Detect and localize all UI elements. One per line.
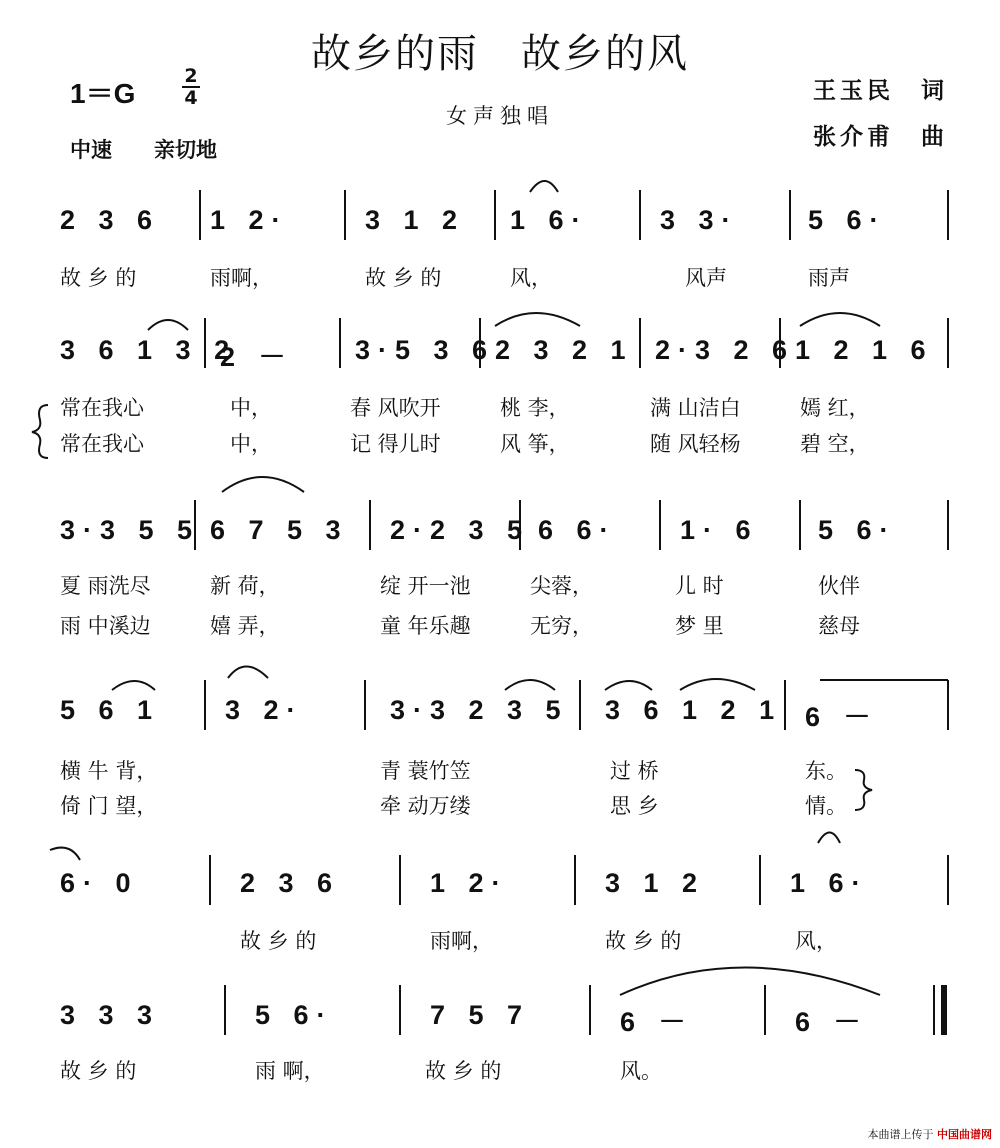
- lyric-text: 故 乡 的: [425, 1059, 502, 1083]
- lyric-text: 常在我心: [60, 396, 144, 420]
- measure-notes: 3 1 2: [365, 205, 466, 235]
- lyric-text: 中，: [230, 396, 272, 420]
- lyric-text: 梦 里: [675, 614, 724, 638]
- measure-notes: 6· 0: [60, 868, 139, 898]
- lyric-text: 横 牛 背，: [60, 759, 158, 783]
- measure-notes: 2 3 6: [240, 868, 341, 898]
- lyric-text: 风声: [685, 266, 727, 290]
- lyric-text: 碧 空，: [800, 432, 870, 456]
- measure-notes: 3·3 5 5: [60, 515, 201, 545]
- measure-notes: 7 5 7: [430, 1000, 531, 1030]
- measure-notes: 3·3 2 3 5: [390, 695, 569, 725]
- measure-notes: 1 6·: [790, 868, 869, 898]
- measure-notes: 5 6·: [818, 515, 897, 545]
- lyric-text: 故 乡 的: [365, 266, 442, 290]
- lyric-text: 青 蓑竹笠: [380, 759, 471, 783]
- lyric-text: 满 山洁白: [650, 396, 741, 420]
- measure-notes: 1 6·: [510, 205, 589, 235]
- lyric-text: 慈母: [818, 614, 860, 638]
- lyric-text: 过 桥: [610, 759, 659, 783]
- lyricist-credit: 王玉民 词: [813, 78, 948, 104]
- lyric-text: 风。: [620, 1059, 662, 1083]
- lyric-text: 嫣 红，: [800, 396, 870, 420]
- measure-notes: 2 3 6: [60, 205, 161, 235]
- lyric-text: 伙伴: [818, 574, 860, 598]
- lyric-text: 故 乡 的: [60, 266, 137, 290]
- lyric-text: 儿 时: [675, 574, 724, 598]
- measure-notes: 1 2·: [430, 868, 509, 898]
- measure-notes: 2·3 2 6: [655, 335, 796, 365]
- lyric-text: 无穷，: [530, 614, 593, 638]
- composer-credit: 张介甫 曲: [813, 124, 948, 150]
- measure-notes: 3 6 1 3 2: [60, 335, 238, 365]
- footer-site-name: 中国曲谱网: [937, 1128, 992, 1141]
- lyric-text: 随 风轻杨: [650, 432, 741, 456]
- measure-notes: 1· 6: [680, 515, 759, 545]
- measure-notes: 2 3 2 1: [495, 335, 634, 365]
- lyric-text: 桃 李，: [500, 396, 570, 420]
- song-title: 故乡的雨 故乡的风: [311, 31, 689, 77]
- measure-notes: 5 6·: [255, 1000, 334, 1030]
- measure-notes: 3 3·: [660, 205, 739, 235]
- lyric-text: 雨 中溪边: [60, 614, 151, 638]
- time-sig-bottom: 4: [182, 86, 200, 108]
- lyric-text: 倚 门 望，: [60, 794, 158, 818]
- measure-notes: 6 －: [795, 1007, 869, 1037]
- measure-notes: 5 6·: [808, 205, 887, 235]
- lyric-text: 思 乡: [610, 794, 659, 818]
- lyric-text: 童 年乐趣: [380, 614, 471, 638]
- measure-notes: 3 2·: [225, 695, 304, 725]
- lyric-text: 尖蓉，: [530, 574, 593, 598]
- measure-notes: 1 2·: [210, 205, 289, 235]
- lyric-text: 常在我心: [60, 432, 144, 456]
- song-subtitle: 女声独唱: [446, 104, 554, 128]
- measure-notes: 6 －: [620, 1007, 694, 1037]
- lyric-text: 嬉 弄，: [210, 614, 280, 638]
- measure-notes: 1 2 1 6: [795, 335, 934, 365]
- lyric-text: 风，: [510, 266, 552, 290]
- lyric-text: 夏 雨洗尽: [60, 574, 151, 598]
- measure-notes: 2 －: [220, 342, 294, 372]
- lyric-text: 情。: [805, 794, 847, 818]
- lyric-text: 雨 啊，: [255, 1059, 325, 1083]
- time-sig-top: 2: [184, 65, 198, 87]
- measure-notes: 6 6·: [538, 515, 617, 545]
- lyric-text: 新 荷，: [210, 574, 280, 598]
- lyric-text: 故 乡 的: [240, 929, 317, 953]
- lyric-text: 雨声: [808, 266, 850, 290]
- footer-text: 本曲谱上传于: [867, 1128, 934, 1141]
- lyric-text: 中，: [230, 432, 272, 456]
- lyric-text: 记 得儿时: [350, 432, 441, 456]
- lyric-text: 风 筝，: [500, 432, 570, 456]
- lyric-text: 风，: [795, 929, 837, 953]
- lyric-text: 牵 动万缕: [380, 794, 471, 818]
- lyric-text: 绽 开一池: [380, 574, 471, 598]
- lyric-text: 故 乡 的: [60, 1059, 137, 1083]
- measure-notes: 2·2 3 5: [390, 515, 531, 545]
- measure-notes: 3·5 3 6: [355, 335, 496, 365]
- measure-notes: 3 6 1 2 1: [605, 695, 783, 725]
- measure-notes: 3 1 2: [605, 868, 706, 898]
- measure-notes: 6 －: [805, 702, 879, 732]
- measure-notes: 6 7 5 3: [210, 515, 349, 545]
- lyric-text: 东。: [805, 759, 847, 783]
- measure-notes: 5 6 1: [60, 695, 161, 725]
- lyric-text: 春 风吹开: [350, 396, 441, 420]
- lyric-text: 雨啊，: [430, 929, 493, 953]
- footer-watermark: [868, 1126, 993, 1142]
- measure-notes: 3 3 3: [60, 1000, 161, 1030]
- key-signature: 1＝G: [70, 78, 136, 109]
- lyric-text: 故 乡 的: [605, 929, 682, 953]
- lyric-text: 雨啊，: [210, 266, 273, 290]
- tempo-marking: 中速 亲切地: [70, 138, 217, 162]
